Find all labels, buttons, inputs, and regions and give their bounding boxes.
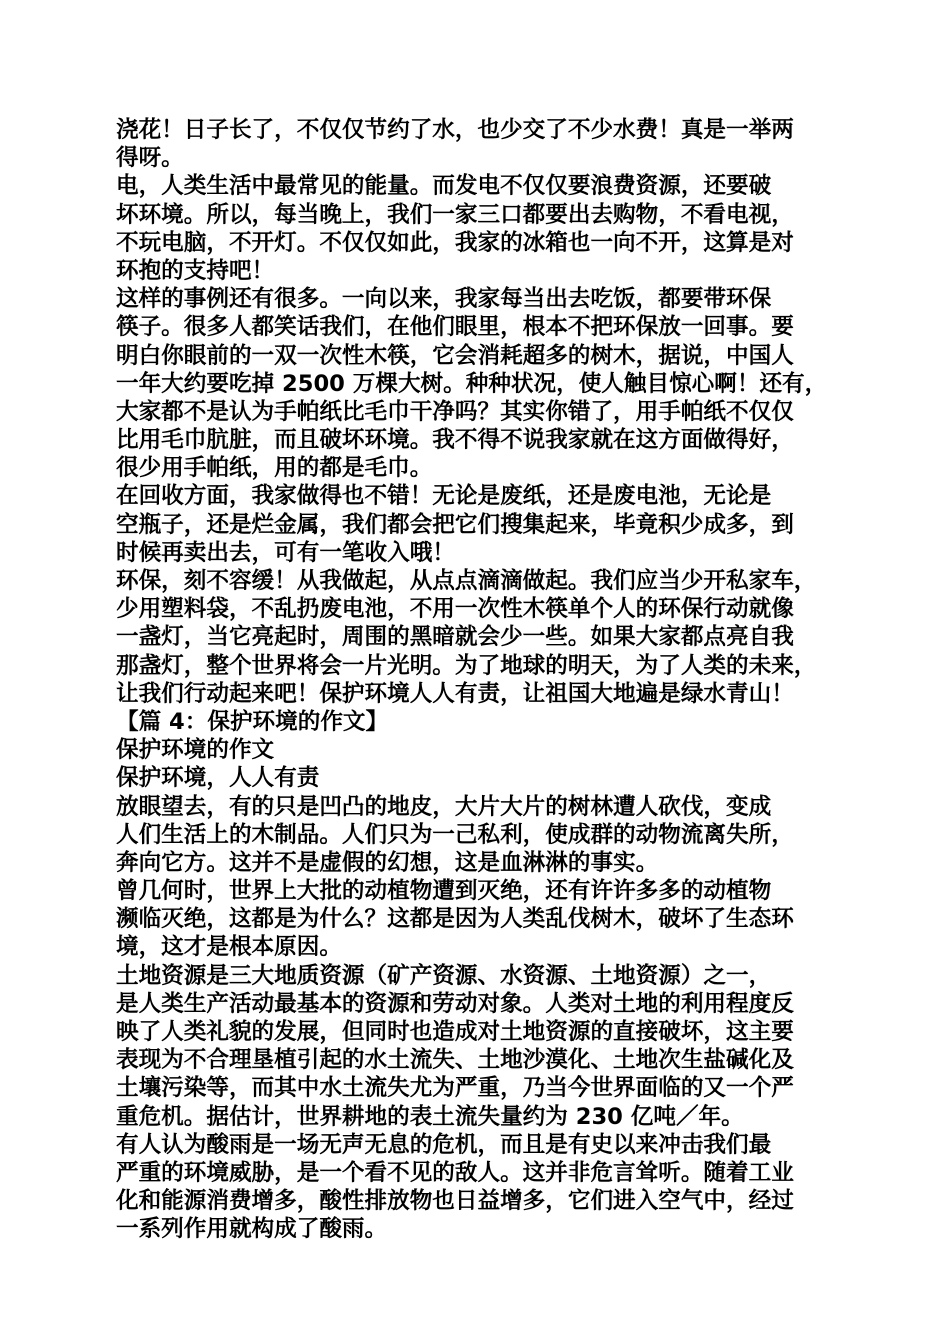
text-line: 保护环境，人人有责 (116, 765, 320, 792)
text-line: 电，人类生活中最常见的能量。而发电不仅仅要浪费资源，还要破 (116, 173, 772, 200)
text-line: 化和能源消费增多，酸性排放物也日益增多，它们进入空气中，经过 (116, 1188, 794, 1215)
text-line: 保护环境的作文 (116, 737, 275, 764)
text-line: 有人认为酸雨是一场无声无息的危机，而且是有史以来冲击我们最 (116, 1131, 772, 1158)
text-line: 坏环境。所以，每当晚上，我们一家三口都要出去购物，不看电视， (116, 201, 794, 228)
text-line: 浇花！日子长了，不仅仅节约了水，也少交了不少水费！真是一举两 (116, 117, 794, 143)
text-line: 境，这才是根本原因。 (116, 934, 342, 961)
text-line: 环保，刻不容缓！从我做起，从点点滴滴做起。我们应当少开私家车， (116, 568, 817, 594)
text-line: 很少用手帕纸，用的都是毛巾。 (116, 455, 433, 482)
text-line: 那盏灯，整个世界将会一片光明。为了地球的明天，为了人类的未来， (116, 652, 817, 679)
text-line: 明白你眼前的一双一次性木筷，它会消耗超多的树木，据说，中国人 (116, 342, 794, 369)
text-line: 一盏灯，当它亮起时，周围的黑暗就会少一些。如果大家都点亮自我 (116, 624, 794, 651)
text-line: 筷子。很多人都笑话我们，在他们眼里，根本不把环保放一回事。要 (116, 314, 794, 341)
text-line: 这样的事例还有很多。一向以来，我家每当出去吃饭，都要带环保 (116, 286, 772, 313)
text-line: 少用塑料袋，不乱扔废电池，不用一次性木筷单个人的环保行动就像 (116, 596, 794, 623)
text-line: 在回收方面，我家做得也不错！无论是废纸，还是废电池，无论是 (116, 483, 772, 510)
text-line: 是人类生产活动最基本的资源和劳动对象。人类对土地的利用程度反 (116, 990, 794, 1017)
text-line: 表现为不合理垦植引起的水土流失、土地沙漠化、土地次生盐碱化及 (116, 1047, 794, 1074)
text-line: 濒临灭绝，这都是为什么？这都是因为人类乱伐树木，破坏了生态环 (116, 906, 794, 933)
text-line: 让我们行动起来吧！保护环境人人有责，让祖国大地遍是绿水青山！ (116, 680, 794, 707)
text-line: 放眼望去，有的只是凹凸的地皮，大片大片的树林遭人砍伐，变成 (116, 793, 772, 820)
text-line: 映了人类礼貌的发展，但同时也造成对土地资源的直接破坏，这主要 (116, 1019, 794, 1045)
text-line: 严重的环境威胁，是一个看不见的敌人。这并非危言耸听。随着工业 (116, 1159, 794, 1186)
text-line: 人们生活上的木制品。人们只为一己私利，使成群的动物流离失所， (116, 821, 794, 848)
text-line: 土地资源是三大地质资源（矿产资源、水资源、土地资源）之一， (116, 962, 772, 989)
text-line: 重危机。据估计，世界耕地的表土流失量约为 230 亿吨／年。 (116, 1103, 744, 1130)
text-line: 环抱的支持吧！ (116, 257, 275, 284)
text-line: 奔向它方。这并不是虚假的幻想，这是血淋淋的事实。 (116, 849, 659, 876)
text-line: 土壤污染等，而其中水土流失尤为严重，乃当今世界面临的又一个严 (116, 1075, 794, 1102)
text-line: 一系列作用就构成了酸雨。 (116, 1216, 388, 1243)
text-line: 【篇 4：保护环境的作文】 (116, 708, 389, 735)
text-line: 比用毛巾肮脏，而且破坏环境。我不得不说我家就在这方面做得好， (116, 427, 794, 454)
text-line: 一年大约要吃掉 2500 万棵大树。种种状况，使人触目惊心啊！还有， (116, 370, 828, 397)
text-line: 空瓶子，还是烂金属，我们都会把它们搜集起来，毕竟积少成多，到 (116, 511, 794, 538)
text-line: 时候再卖出去，可有一笔收入哦！ (116, 539, 455, 566)
text-line: 不玩电脑，不开灯。不仅仅如此，我家的冰箱也一向不开，这算是对 (116, 229, 794, 256)
document-page (116, 116, 840, 1244)
text-line: 大家都不是认为手帕纸比毛巾干净吗？其实你错了，用手帕纸不仅仅 (116, 398, 794, 425)
text-line: 得呀。 (116, 145, 184, 172)
text-line: 曾几何时，世界上大批的动植物遭到灭绝，还有许许多多的动植物 (116, 878, 772, 905)
